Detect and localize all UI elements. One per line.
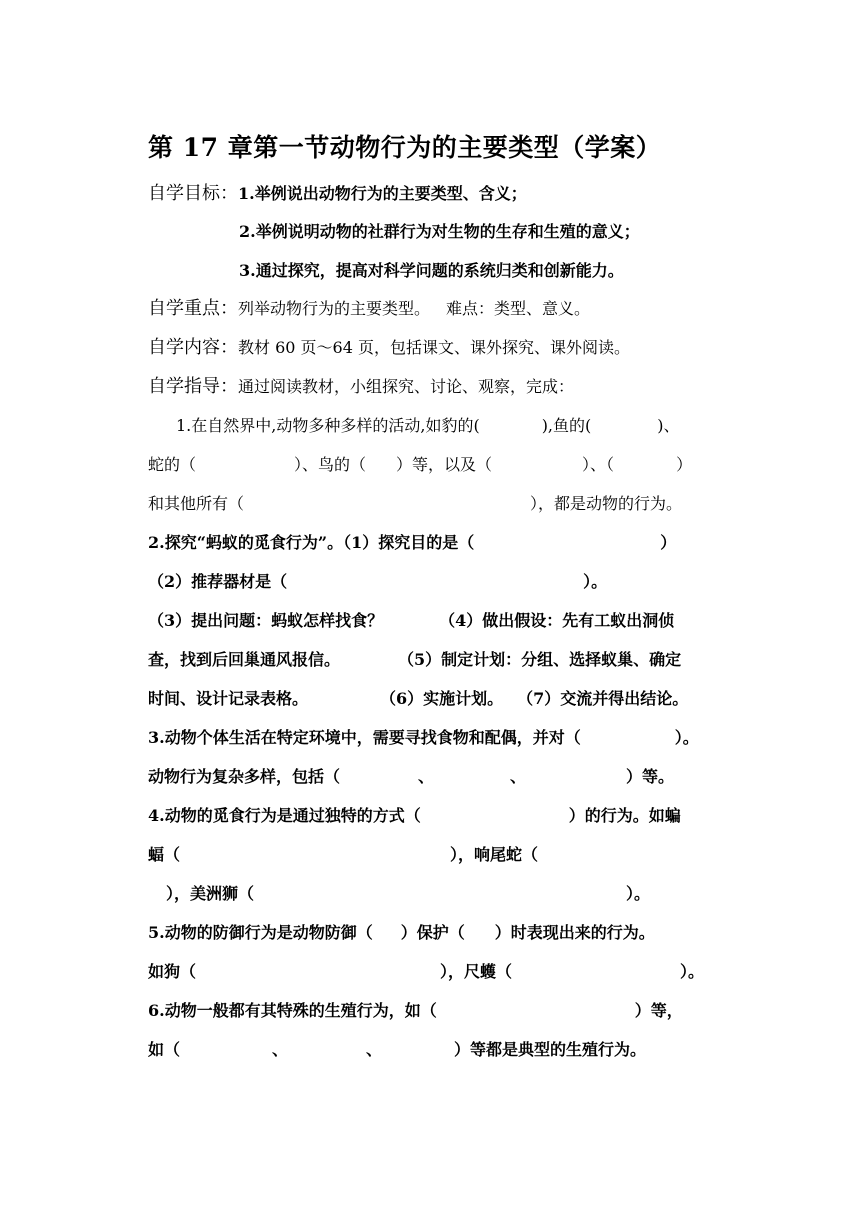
q2-text: （4）做出假设：先有工蚁出洞侦 — [439, 611, 675, 630]
content-label: 自学内容： — [148, 337, 238, 358]
q3-line-1 — [148, 726, 699, 750]
goals-label: 自学目标： — [148, 183, 238, 204]
q1-text: )、 — [657, 416, 680, 435]
goals-line-1 — [148, 182, 527, 206]
q6-text: 如（ — [148, 1040, 181, 1059]
q6-line-1 — [148, 999, 683, 1023]
q2-text: 2.探究“蚂蚁的觅食行为”。（1）探究目的是（ — [148, 533, 475, 552]
q1-line-1 — [176, 414, 680, 438]
q3-text: ）。 — [674, 728, 699, 747]
focus-text: 列举动物行为的主要类型。 — [238, 299, 431, 318]
q1-text: ),鱼的( — [541, 416, 592, 435]
q2-line-5 — [148, 687, 688, 711]
guide-line — [148, 375, 574, 399]
q5-text: 如狗（ — [148, 962, 197, 981]
q4-line-3 — [166, 882, 650, 906]
goal-item-3: 3.通过探究，提高对科学问题的系统归类和创新能力。 — [239, 261, 624, 280]
q2-text: （7）交流并得出结论。 — [517, 689, 689, 708]
content-line — [148, 336, 630, 360]
q2-line-1 — [148, 531, 676, 555]
q4-line-1 — [148, 804, 681, 828]
q5-text: ）保护（ — [400, 923, 465, 942]
q4-text: ），美洲狮（ — [166, 884, 255, 903]
q3-text: 动物行为复杂多样，包括（ — [148, 767, 341, 786]
q6-text: 、 — [366, 1040, 383, 1059]
q5-text: ），尺蠖（ — [440, 962, 513, 981]
q3-text: 、 — [510, 767, 527, 786]
q2-text: （3）提出问题：蚂蚁怎样找食？ — [148, 611, 384, 630]
page-title: 第 17 章第一节动物行为的主要类型（学案） — [148, 133, 662, 162]
q2-text: ） — [660, 533, 677, 552]
q5-line-2 — [148, 960, 704, 984]
q2-text: 时间、设计记录表格。 — [148, 689, 309, 708]
q2-text: （5）制定计划：分组、选择蚁巢、确定 — [398, 650, 682, 669]
guide-text: 通过阅读教材，小组探究、讨论、观察，完成： — [238, 377, 575, 396]
q2-text: ）。 — [583, 572, 608, 591]
q1-text: 和其他所有（ — [148, 494, 245, 513]
q4-line-2 — [148, 843, 538, 867]
q6-text: 6.动物一般都有其特殊的生殖行为，如（ — [148, 1001, 437, 1020]
q4-text: 4.动物的觅食行为是通过独特的方式（ — [148, 806, 421, 825]
q2-text: 查，找到后回巢通风报信。 — [148, 650, 341, 669]
q3-text: 3.动物个体生活在特定环境中，需要寻找食物和配偶，并对（ — [148, 728, 581, 747]
q1-text: 蛇的（ — [148, 455, 197, 474]
q6-text: ）等都是典型的生殖行为。 — [454, 1040, 647, 1059]
q3-line-2 — [148, 765, 674, 789]
q6-text: ）等， — [634, 1001, 683, 1020]
guide-label: 自学指导： — [148, 376, 238, 397]
q4-text: ）的行为。如蝙 — [568, 806, 681, 825]
q5-text: 5.动物的防御行为是动物防御（ — [148, 923, 373, 942]
q1-text: ）、鸟的（ — [294, 455, 367, 474]
q3-text: 、 — [418, 767, 435, 786]
q1-text: ）、（ — [582, 455, 615, 474]
goal-item-1: 1.举例说出动物行为的主要类型、含义； — [238, 184, 527, 203]
q2-text: （6）实施计划。 — [380, 689, 504, 708]
q1-text: 1.在自然界中,动物多种多样的活动,如豹的( — [176, 416, 480, 435]
q2-text: （2）推荐器材是（ — [148, 572, 288, 591]
difficulty-text: 难点：类型、意义。 — [446, 299, 591, 318]
focus-line — [148, 297, 590, 321]
q1-text: ），都是动物的行为。 — [530, 494, 683, 513]
q3-text: ）等。 — [626, 767, 675, 786]
q2-line-2 — [148, 570, 607, 594]
q6-line-2 — [148, 1038, 646, 1062]
q5-line-1 — [148, 921, 655, 945]
goal-item-2: 2.举例说明动物的社群行为对生物的生存和生殖的意义； — [239, 222, 640, 241]
focus-label: 自学重点： — [148, 298, 238, 319]
q4-text: ），响尾蛇（ — [450, 845, 539, 864]
q2-line-4 — [148, 648, 681, 672]
q1-text: ）等，以及（ — [396, 455, 493, 474]
q6-text: 、 — [272, 1040, 289, 1059]
q1-line-3 — [148, 492, 682, 516]
q4-text: ）。 — [626, 884, 651, 903]
q5-text: ）。 — [680, 962, 705, 981]
content-text: 教材 60 页～64 页，包括课文、课外探究、课外阅读。 — [238, 338, 630, 357]
q4-text: 蝠（ — [148, 845, 181, 864]
q1-text: ） — [676, 455, 693, 474]
q1-line-2 — [148, 453, 692, 477]
q2-line-3 — [148, 609, 674, 633]
q5-text: ）时表现出来的行为。 — [494, 923, 655, 942]
